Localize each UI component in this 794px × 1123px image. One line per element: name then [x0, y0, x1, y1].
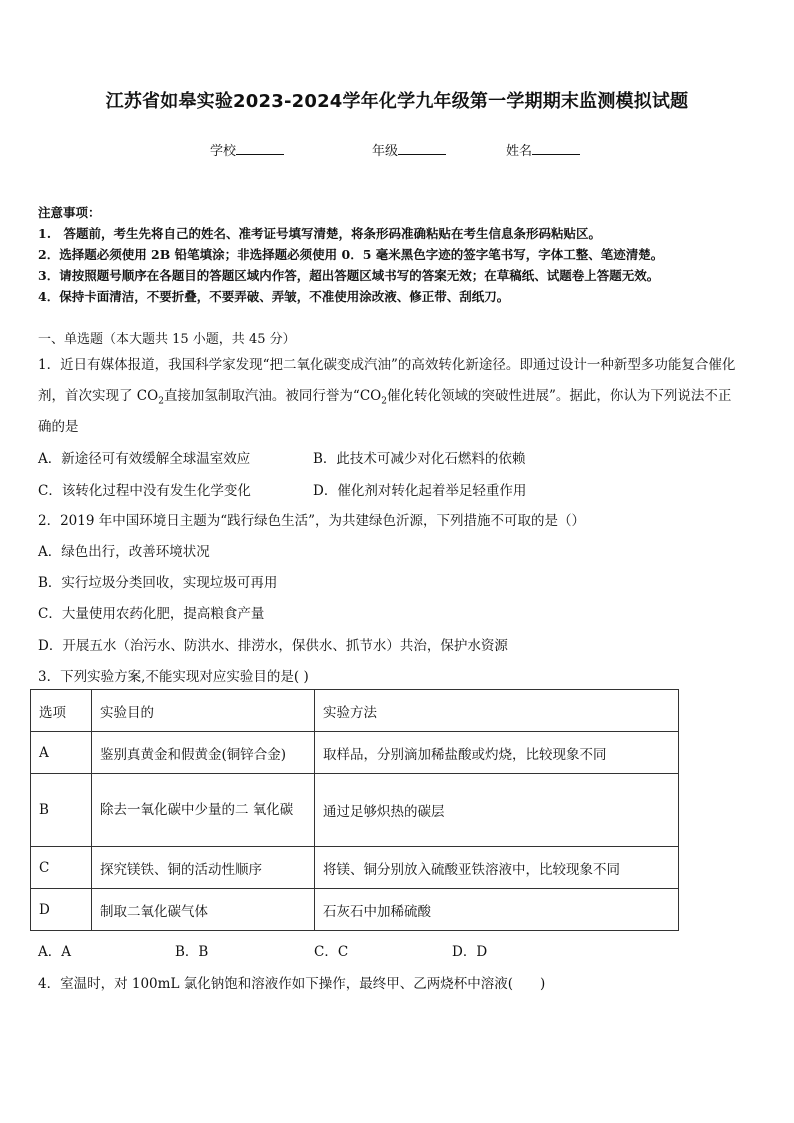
table-header-row — [31, 690, 679, 732]
q1-option-d: D．催化剂对转化起着举足轻重作用 — [313, 483, 527, 499]
name-blank — [532, 142, 580, 155]
q1-option-c: C．该转化过程中没有发生化学变化 — [38, 483, 251, 499]
q1-text-part: 直接加氢制取汽油。被同行誉为“CO — [163, 388, 382, 404]
table-cell: 探究镁铁、铜的活动性顺序 — [92, 847, 315, 889]
notice-item: 4．保持卡面清洁，不要折叠，不要弄破、弄皱，不准使用涂改液、修正带、刮纸刀。 — [38, 289, 510, 304]
experiment-table — [30, 689, 679, 931]
q1-text-part: 催化转化领域的突破性进展”。据此，你认为下列说法不正 — [386, 388, 732, 404]
q1-text-part: 剂，首次实现了 CO — [38, 388, 159, 404]
table-cell: 除去一氧化碳中少量的二 氧化碳 — [92, 774, 315, 847]
table-cell: 通过足够炽热的碳层 — [315, 774, 679, 847]
name-label: 姓名 — [506, 144, 533, 159]
table-cell: 制取二氧化碳气体 — [92, 889, 315, 931]
name-field — [506, 140, 580, 159]
q2-stem: 2．2019 年中国环境日主题为“践行绿色生活”，为共建绿色沂源，下列措施不可取的是（） — [38, 513, 586, 529]
grade-blank — [398, 142, 446, 155]
grade-label: 年级 — [372, 144, 399, 159]
subscript: 2 — [381, 396, 387, 407]
table-header-cell: 实验目的 — [92, 690, 315, 732]
notice-item: 3．请按照题号顺序在各题目的答题区域内作答，超出答题区域书写的答案无效；在草稿纸、试题卷上答题无效。 — [38, 268, 660, 283]
q4-stem: 4．室温时，对 100mL 氯化钠饱和溶液作如下操作，最终甲、乙两烧杯中溶液( ) — [38, 976, 546, 992]
q3-stem: 3．下列实验方案,不能实现对应实验目的是( ) — [38, 669, 309, 685]
section-heading: 一、单选题（本大题共 15 小题，共 45 分） — [38, 332, 296, 347]
table-cell: D — [31, 889, 92, 931]
notice-item: 1. 答题前，考生先将自己的姓名、准考证号填写清楚，将条形码准确粘贴在考生信息条形码粘贴区。 — [38, 226, 602, 241]
table-row — [31, 774, 679, 847]
table-row — [31, 889, 679, 931]
table-cell: B — [31, 774, 92, 847]
table-cell: 石灰石中加稀硫酸 — [315, 889, 679, 931]
q1-stem-line2 — [38, 384, 731, 407]
table-row — [31, 847, 679, 889]
q2-option-b: B．实行垃圾分类回收，实现垃圾可再用 — [38, 575, 278, 591]
subscript: 2 — [158, 396, 164, 407]
table-cell: 将镁、铜分别放入硫酸亚铁溶液中，比较现象不同 — [315, 847, 679, 889]
q3-option-a: A．A — [38, 944, 71, 960]
table-cell: C — [31, 847, 92, 889]
school-blank — [236, 142, 284, 155]
q2-option-c: C．大量使用农药化肥，提高粮食产量 — [38, 606, 265, 622]
q3-option-b: B．B — [175, 944, 209, 960]
table-cell: A — [31, 732, 92, 774]
notice-heading: 注意事项： — [38, 205, 101, 220]
notice-item: 2．选择题必须使用 2B 铅笔填涂；非选择题必须使用 0．5 毫米黑色字迹的签字笔书写，字体工整、笔迹清楚。 — [38, 247, 664, 262]
page-title: 江苏省如皋实验2023-2024学年化学九年级第一学期期末监测模拟试题 — [105, 91, 689, 112]
table-header-cell: 实验方法 — [315, 690, 679, 732]
table-cell: 鉴别真黄金和假黄金(铜锌合金) — [92, 732, 315, 774]
q1-option-a: A．新途径可有效缓解全球温室效应 — [38, 451, 251, 467]
q1-stem-line1: 1．近日有媒体报道，我国科学家发现“把二氧化碳变成汽油”的高效转化新途径。即通过设计一种新型多功能复合催化 — [38, 357, 736, 373]
school-label: 学校 — [210, 144, 237, 159]
q1-stem-line3: 确的是 — [38, 419, 79, 435]
q2-option-d: D．开展五水（治污水、防洪水、排涝水，保供水、抓节水）共治，保护水资源 — [38, 638, 508, 654]
table-header-cell: 选项 — [31, 690, 92, 732]
grade-field — [372, 140, 446, 159]
q2-option-a: A．绿色出行，改善环境状况 — [38, 544, 210, 560]
q1-option-b: B．此技术可减少对化石燃料的依赖 — [313, 451, 526, 467]
q3-option-d: D．D — [452, 944, 488, 960]
school-field — [210, 140, 284, 159]
table-row — [31, 732, 679, 774]
q3-option-c: C．C — [314, 944, 349, 960]
table-cell: 取样品，分别滴加稀盐酸或灼烧，比较现象不同 — [315, 732, 679, 774]
